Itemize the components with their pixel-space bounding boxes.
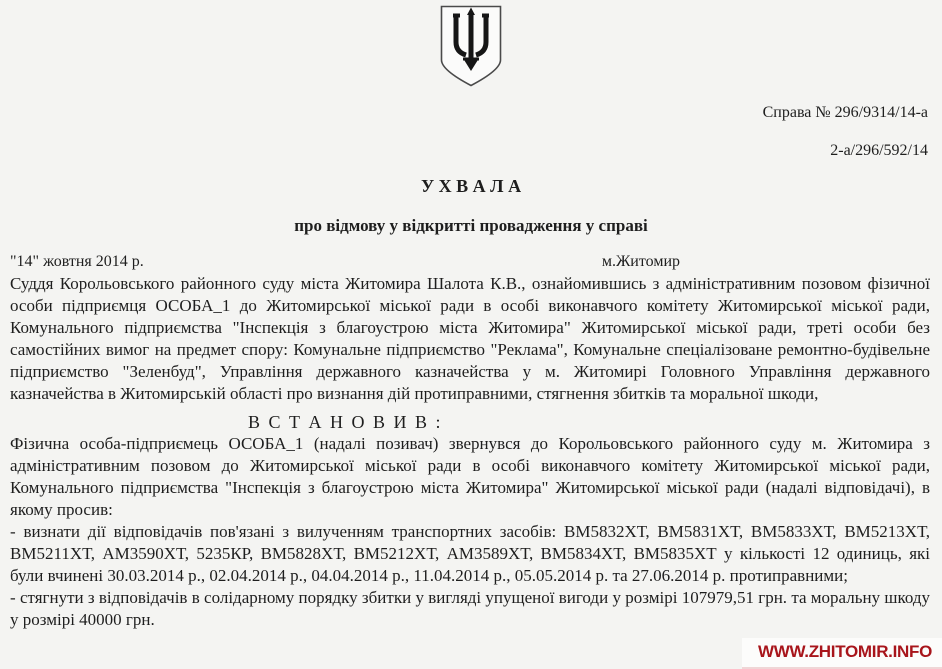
paragraph-claim-description: Фізична особа-підприємець ОСОБА_1 (надалі позивач) звернувся до Корольовського районного суду м. Житомира з адміністративним позовом до Житомирської міської ради в особі виконавчого комітету Житомирської міської ради, Комунального підприємства "Інспекція з благоустрою міста Житомира" Житомирської міської ради (надалі відповідачі), в якому просив:: [10, 434, 930, 519]
case-number-primary: Справа № 296/9314/14-а: [762, 104, 928, 121]
paragraph-demand-damages: - стягнути з відповідачів в солідарному порядку збитки у вигляді упущеної вигоди у розмірі 107979,51 грн. та моральну шкоду у розмірі 40000 грн.: [10, 588, 930, 629]
ukraine-coat-of-arms-icon: [440, 5, 502, 87]
document-date: "14" жовтня 2014 р.: [10, 253, 144, 270]
document-city: м.Житомир: [601, 253, 680, 270]
date-city-row: [10, 251, 930, 273]
paragraph-judge-intro: Суддя Корольовського районного суду міста Житомира Шалота К.В., ознайомившись з адміністративним позовом фізичної особи підприємця ОСОБА_1 до Житомирської міської ради в особі виконавчого комітету Житомирської міської ради, Комунального підприємства "Інспекція з благоустрою міста Житомира" Житомирської міської ради, треті особи без самостійних вимог на предмет спору: Комунальне підприємство "Реклама", Комунальне спеціалізоване ремонтно-будівельне підприємство "Зеленбуд", Управління державного казначейства у м. Житомирі Головного Управління державного казначейства в Житомирській області про визнання дій протиправними, стягнення збитків та моральної шкоди,: [10, 274, 930, 403]
section-heading-vstanoviv: В С Т А Н О В И В :: [248, 412, 443, 432]
zhitomir-info-watermark: WWW.ZHITOMIR.INFO: [742, 638, 942, 669]
case-number-secondary: 2-а/296/592/14: [830, 142, 928, 159]
paragraph-demand-vehicles: - визнати дії відповідачів пов'язані з вилученням транспортних засобів: ВМ5832ХТ, ВМ5831ХТ, ВМ5833ХТ, ВМ5213ХТ, ВМ5211ХТ, АМ3590ХТ, 5235КР, ВМ5828ХТ, ВМ5212ХТ, АМ3589ХТ, ВМ5834ХТ, ВМ5835ХТ у кількості 12 одиниць, які були вчинені 30.03.2014 р., 02.04.2014 р., 04.04.2014 р., 11.04.2014 р., 05.05.2014 р. та 27.06.2014 р. протиправними;: [10, 522, 930, 585]
document-title: У Х В А Л А: [420, 176, 522, 196]
case-number-block: [0, 103, 942, 161]
document-subtitle: про відмову у відкритті провадження у справі: [294, 216, 648, 235]
document-body: [10, 273, 930, 631]
